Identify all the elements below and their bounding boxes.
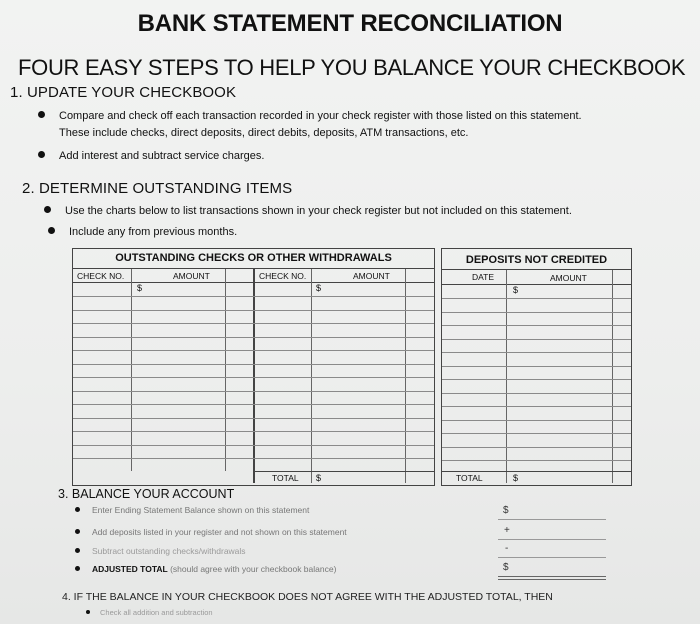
- step2-bullet-2-text: Include any from previous months.: [69, 226, 238, 238]
- bullet-dot: [75, 507, 80, 512]
- table-row-line: [442, 312, 631, 313]
- balance-line-4: [75, 564, 336, 574]
- col-header-check-no-left: CHECK NO.: [77, 271, 125, 281]
- balance-sign-3: -: [505, 543, 509, 554]
- total-dollar-sign: $: [316, 473, 322, 483]
- bullet-dot: [75, 566, 80, 571]
- table-row-line: [73, 445, 434, 446]
- page-title: BANK STATEMENT RECONCILIATION: [137, 10, 563, 37]
- column-divider: [405, 269, 406, 483]
- table-row-line: [73, 337, 434, 338]
- table-row-line: [442, 339, 631, 340]
- balance-sign-4: $: [503, 562, 509, 573]
- deposits-not-credited-table: [441, 248, 632, 486]
- table-row-line: [442, 366, 631, 367]
- balance-line-3-text: Subtract outstanding checks/withdrawals: [92, 546, 246, 556]
- adjusted-total-note: (should agree with your checkbook balance): [170, 564, 337, 574]
- total-dollar-sign: $: [513, 473, 519, 483]
- col-header-amount-right: AMOUNT: [353, 271, 390, 281]
- header-divider: [442, 284, 631, 285]
- column-divider: [506, 270, 507, 483]
- bullet-dot: [38, 151, 45, 158]
- step1-bullet-1-line-2: These include checks, direct deposits, direct debits, deposits, ATM transactions, etc.: [59, 127, 469, 139]
- deposits-table-title: DEPOSITS NOT CREDITED: [465, 254, 608, 266]
- col-header-amount: AMOUNT: [550, 273, 587, 283]
- step3-heading: 3. BALANCE YOUR ACCOUNT: [58, 487, 235, 501]
- balance-sign-2: +: [504, 525, 510, 536]
- table-row-line: [442, 379, 631, 380]
- table-row-line: [73, 431, 434, 432]
- column-divider: [225, 269, 226, 471]
- dollar-sign-right: $: [316, 283, 322, 293]
- col-header-amount-left: AMOUNT: [173, 271, 210, 281]
- table-row-line: [73, 418, 434, 419]
- table-row-line: [73, 391, 434, 392]
- balance-line-3: [75, 546, 246, 556]
- balance-line-2-text: Add deposits listed in your register and not shown on this statement: [92, 527, 347, 537]
- table-row-line: [442, 460, 631, 461]
- total-row-divider: [255, 471, 434, 472]
- step1-bullet-2: [38, 150, 264, 162]
- step4-heading: 4. IF THE BALANCE IN YOUR CHECKBOOK DOES NOT AGREE WITH THE ADJUSTED TOTAL, THEN: [62, 591, 553, 603]
- col-header-date: DATE: [472, 272, 495, 282]
- balance-line-1-text: Enter Ending Statement Balance shown on this statement: [92, 505, 310, 515]
- step4-bullet-1-text: Check all addition and subtraction: [100, 608, 213, 617]
- column-divider: [131, 269, 132, 471]
- adjusted-total-label: ADJUSTED TOTAL: [92, 564, 168, 574]
- column-divider: [253, 269, 255, 483]
- outstanding-checks-table: [72, 248, 435, 486]
- table-row-line: [73, 323, 434, 324]
- table-row-line: [73, 310, 434, 311]
- bullet-dot: [38, 111, 45, 118]
- balance-line-2: [75, 527, 347, 537]
- step2-bullet-1-text: Use the charts below to list transactions shown in your check register but not included on this statement.: [65, 205, 572, 217]
- balance-entry-line: [498, 557, 606, 558]
- balance-entry-line: [498, 539, 606, 540]
- table-row-line: [442, 406, 631, 407]
- column-divider: [311, 269, 312, 483]
- table-row-line: [442, 325, 631, 326]
- balance-entry-line: [498, 519, 606, 520]
- bullet-dot: [75, 529, 80, 534]
- outstanding-table-title: OUTSTANDING CHECKS OR OTHER WITHDRAWALS: [115, 252, 392, 264]
- bullet-dot: [86, 610, 90, 614]
- column-divider: [612, 270, 613, 483]
- table-row-line: [442, 298, 631, 299]
- bullet-dot: [75, 548, 80, 553]
- step4-bullet-1: [86, 608, 213, 617]
- table-row-line: [442, 447, 631, 448]
- step1-heading: 1. UPDATE YOUR CHECKBOOK: [10, 84, 237, 101]
- bullet-dot: [44, 206, 51, 213]
- table-row-line: [442, 352, 631, 353]
- table-row-line: [73, 404, 434, 405]
- table-row-line: [442, 433, 631, 434]
- balance-line-1: [75, 505, 309, 515]
- balance-entry-line-double: [498, 579, 606, 580]
- table-row-line: [73, 458, 434, 459]
- step2-heading: 2. DETERMINE OUTSTANDING ITEMS: [22, 180, 293, 197]
- page-subtitle: FOUR EASY STEPS TO HELP YOU BALANCE YOUR CHECKBOOK: [18, 55, 686, 80]
- bullet-dot: [48, 227, 55, 234]
- total-label: TOTAL: [456, 473, 483, 483]
- total-row-divider: [442, 471, 631, 472]
- col-header-check-no-right: CHECK NO.: [259, 271, 307, 281]
- table-row-line: [73, 364, 434, 365]
- table-row-line: [73, 377, 434, 378]
- step2-bullet-1: [44, 205, 572, 217]
- table-row-line: [442, 420, 631, 421]
- table-row-line: [73, 350, 434, 351]
- dollar-sign: $: [513, 285, 519, 295]
- balance-sign-1: $: [503, 505, 509, 516]
- table-row-line: [73, 296, 434, 297]
- balance-entry-line: [498, 576, 606, 577]
- step1-bullet-2-text: Add interest and subtract service charges.: [59, 150, 265, 162]
- dollar-sign-left: $: [137, 283, 143, 293]
- step2-bullet-2: [48, 226, 237, 238]
- total-label: TOTAL: [272, 473, 299, 483]
- table-row-line: [442, 393, 631, 394]
- step1-bullet-1: [38, 110, 582, 122]
- step1-bullet-1-line-1: Compare and check off each transaction recorded in your check register with those listed on this statement.: [59, 110, 582, 122]
- title-divider: [442, 269, 631, 270]
